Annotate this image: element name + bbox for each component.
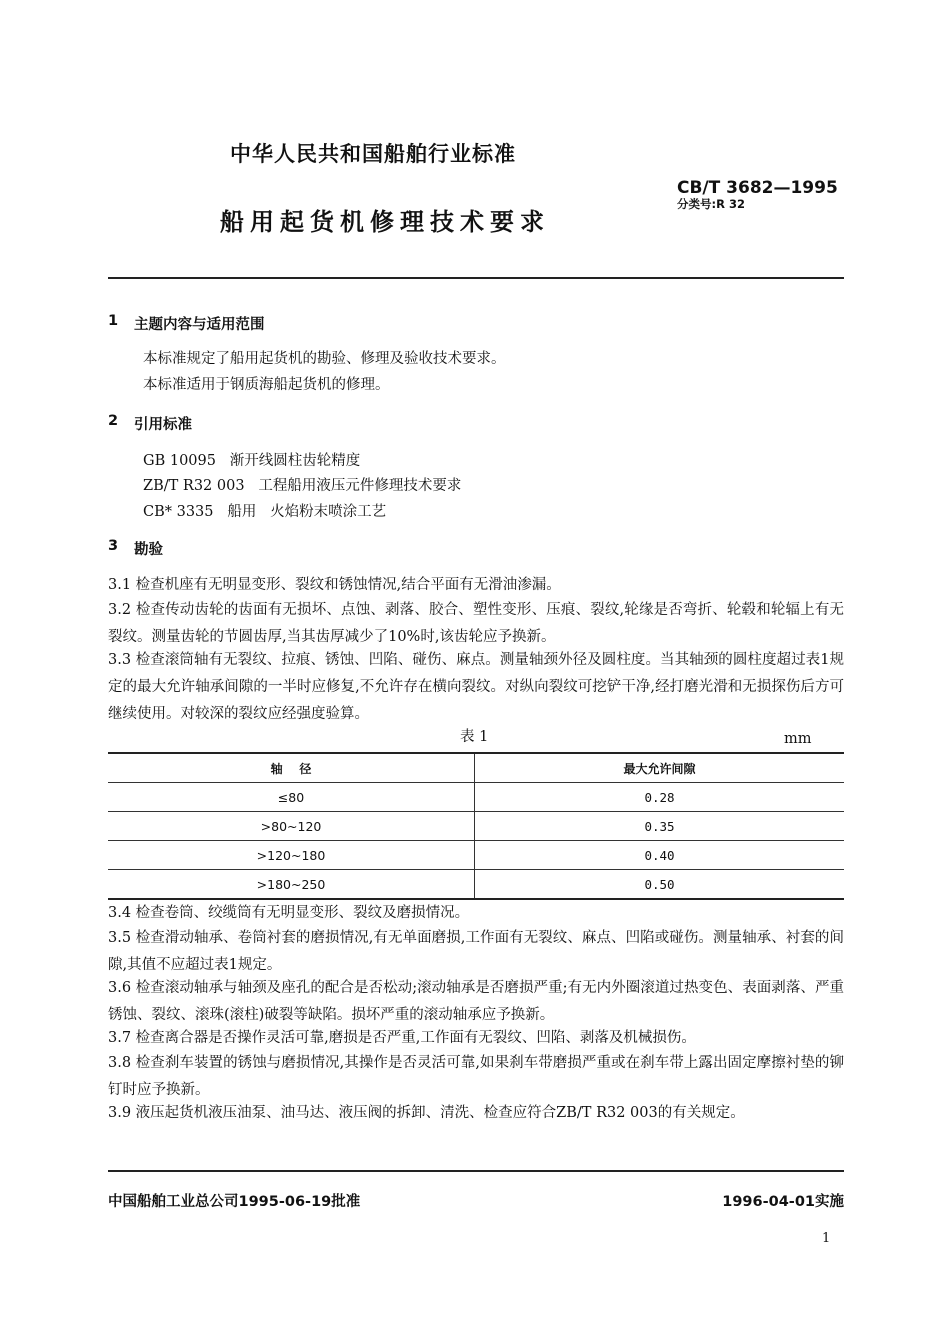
clause-3-3: 3.3 检查滚筒轴有无裂纹、拉痕、锈蚀、凹陷、碰伤、麻点。测量轴颈外径及圆柱度。当其轴颈的圆柱度超过表1规定的最大允许轴承间隙的一半时应修复,不允许存在横向裂纹。对纵向裂纹可挖铲干净,经打磨光滑和无损探伤后方可继续使用。对较深的裂纹应经强度验算。 <box>108 652 844 722</box>
section-2-title: 引用标准 <box>134 417 192 433</box>
page-number: 1 <box>822 1231 831 1246</box>
table-row <box>108 841 844 870</box>
table-row <box>108 812 844 841</box>
standard-number: CB/T 3682—1995 <box>677 178 838 198</box>
table-1 <box>108 752 844 900</box>
reference-item: GB 10095 渐开线圆柱齿轮精度 <box>143 453 361 469</box>
effective-date: 1996-04-01实施 <box>722 1194 844 1210</box>
clause-3-1: 3.1 检查机座有无明显变形、裂纹和锈蚀情况,结合平面有无滑油渗漏。 <box>108 577 561 593</box>
header-shaft-diameter: 轴 径 <box>108 753 475 783</box>
clause-3-4: 3.4 检查卷筒、绞缆筒有无明显变形、裂纹及磨损情况。 <box>108 905 470 921</box>
table-header-row <box>108 753 844 783</box>
table-caption: 表 1 <box>460 729 489 745</box>
cell-clearance: 0.40 <box>475 841 845 870</box>
section-1-line-1: 本标准规定了船用起货机的勘验、修理及验收技术要求。 <box>143 351 506 367</box>
cell-diameter: >180~250 <box>108 870 475 900</box>
classification-number: 分类号:R 32 <box>677 197 745 211</box>
section-1-title: 主题内容与适用范围 <box>134 317 265 333</box>
org-title: 中华人民共和国船舶行业标准 <box>230 142 516 166</box>
header-max-clearance: 最大允许间隙 <box>475 753 845 783</box>
cell-diameter: ≤80 <box>108 783 475 812</box>
footer-rule <box>108 1170 844 1172</box>
reference-item: CB* 3335 船用 火焰粉末喷涂工艺 <box>143 504 387 520</box>
clause-3-7: 3.7 检查离合器是否操作灵活可靠,磨损是否严重,工作面有无裂纹、凹陷、剥落及机械损伤。 <box>108 1030 696 1046</box>
clause-3-6: 3.6 检查滚动轴承与轴颈及座孔的配合是否松动;滚动轴承是否磨损严重;有无内外圈滚道过热变色、表面剥落、严重锈蚀、裂纹、滚珠(滚柱)破裂等缺陷。损坏严重的滚动轴承应予换新。 <box>108 980 844 1023</box>
cell-diameter: >120~180 <box>108 841 475 870</box>
section-2-number: 2 <box>108 413 119 429</box>
table-row <box>108 870 844 900</box>
approval-line: 中国船舶工业总公司1995-06-19批准 <box>108 1194 361 1210</box>
cell-clearance: 0.35 <box>475 812 845 841</box>
clause-3-2: 3.2 检查传动齿轮的齿面有无损坏、点蚀、剥落、胶合、塑性变形、压痕、裂纹,轮缘是否弯折、轮毂和轮辐上有无裂纹。测量齿轮的节圆齿厚,当其齿厚减少了10%时,该齿轮应予换新。 <box>108 602 844 645</box>
clause-3-8: 3.8 检查刹车装置的锈蚀与磨损情况,其操作是否灵活可靠,如果刹车带磨损严重或在刹车带上露出固定摩擦衬垫的铆钉时应予换新。 <box>108 1055 844 1098</box>
reference-item: ZB/T R32 003 工程船用液压元件修理技术要求 <box>143 478 462 494</box>
cell-diameter: >80~120 <box>108 812 475 841</box>
clause-3-5: 3.5 检查滑动轴承、卷筒衬套的磨损情况,有无单面磨损,工作面有无裂纹、麻点、凹陷或碰伤。测量轴承、衬套的间隙,其值不应超过表1规定。 <box>108 930 844 973</box>
table-unit: mm <box>784 731 812 747</box>
cell-clearance: 0.28 <box>475 783 845 812</box>
cell-clearance: 0.50 <box>475 870 845 900</box>
doc-title: 船用起货机修理技术要求 <box>220 208 550 236</box>
section-1-line-2: 本标准适用于钢质海船起货机的修理。 <box>143 377 390 393</box>
clause-3-9: 3.9 液压起货机液压油泵、油马达、液压阀的拆卸、清洗、检查应符合ZB/T R32 003的有关规定。 <box>108 1105 745 1121</box>
section-3-title: 勘验 <box>134 542 163 558</box>
table-row <box>108 783 844 812</box>
section-3-number: 3 <box>108 538 119 554</box>
section-1-number: 1 <box>108 313 119 329</box>
header-rule <box>108 277 844 279</box>
